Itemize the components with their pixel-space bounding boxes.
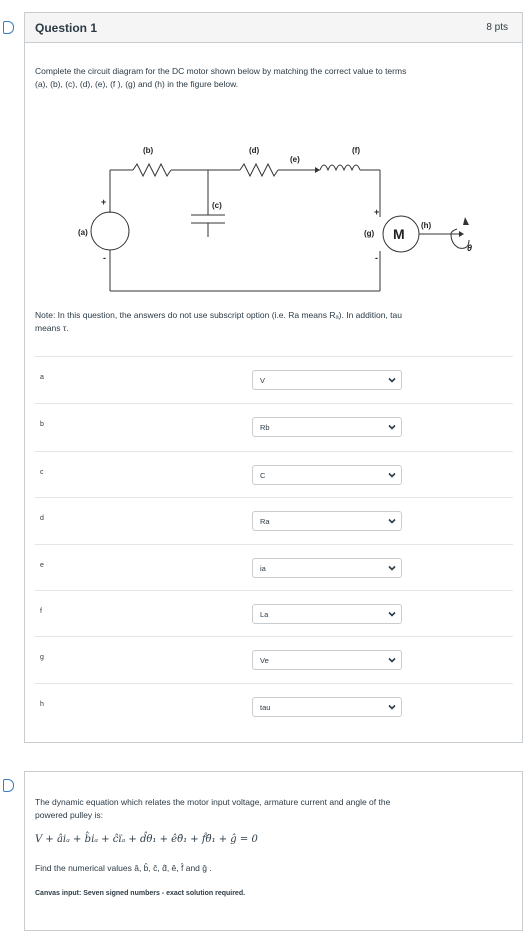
answer-letter: d — [40, 515, 44, 522]
selected-value: tau — [260, 703, 271, 712]
minus-sign: - — [103, 253, 106, 263]
question-header — [25, 13, 522, 43]
selected-value: ia — [260, 564, 266, 573]
motor-plus-sign: + — [374, 207, 380, 217]
chevron-down-icon — [387, 563, 397, 573]
resistor-b — [133, 164, 171, 176]
answer-row-e — [35, 544, 513, 591]
answer-row-h — [35, 683, 513, 730]
answer-select-c[interactable] — [252, 465, 402, 485]
question-2-card — [24, 771, 523, 931]
selected-value: Ve — [260, 656, 269, 665]
answer-select-d[interactable] — [252, 511, 402, 531]
selected-value: V — [260, 376, 266, 385]
selected-value: C — [260, 471, 266, 480]
answer-row-g — [35, 636, 513, 683]
selected-value: Rb — [260, 423, 270, 432]
motor-minus-sign: - — [375, 253, 378, 263]
bookmark-icon[interactable] — [3, 21, 14, 34]
answer-row-a — [35, 356, 513, 403]
label-c: (c) — [212, 201, 222, 210]
motor-label: M — [393, 226, 405, 242]
answer-select-a[interactable] — [252, 370, 402, 390]
answer-row-f — [35, 590, 513, 637]
find-values-text: Find the numerical values â, b̂, ĉ, d̂, ê, f̂ and ĝ . — [35, 863, 212, 873]
label-d: (d) — [249, 146, 260, 155]
label-g: (g) — [364, 229, 375, 238]
dynamic-equation: V + âiₐ + b̂i̇ₐ + ĉïₐ + d̂θ₁ + êθ̇₁ + f̂θ̈₁ + ĝ = 0 — [35, 834, 258, 845]
answer-select-h[interactable] — [252, 697, 402, 717]
label-h: (h) — [421, 221, 432, 230]
chevron-down-icon — [387, 516, 397, 526]
label-b: (b) — [143, 146, 154, 155]
label-f: (f) — [352, 146, 360, 155]
answer-letter: a — [40, 374, 44, 381]
inductor-f — [320, 165, 360, 170]
label-a: (a) — [78, 228, 88, 237]
answer-row-d — [35, 497, 513, 544]
chevron-down-icon — [387, 702, 397, 712]
question-2-text: The dynamic equation which relates the motor input voltage, armature current and angle of the powered pulley is: — [35, 797, 391, 820]
question-points: 8 pts — [486, 22, 508, 33]
circuit-diagram — [65, 125, 485, 295]
answer-select-b[interactable] — [252, 417, 402, 437]
answer-select-e[interactable] — [252, 558, 402, 578]
chevron-down-icon — [387, 470, 397, 480]
question-1-card — [24, 12, 523, 743]
selected-value: La — [260, 610, 269, 619]
answer-row-c — [35, 451, 513, 498]
answer-row-b — [35, 403, 513, 450]
answer-letter: g — [40, 654, 44, 661]
label-e: (e) — [290, 155, 300, 164]
chevron-down-icon — [387, 609, 397, 619]
answer-letter: f — [40, 608, 42, 615]
chevron-down-icon — [387, 422, 397, 432]
bookmark-icon-q2[interactable] — [3, 779, 14, 792]
resistor-d — [240, 164, 278, 176]
plus-sign: + — [101, 197, 107, 207]
chevron-down-icon — [387, 655, 397, 665]
chevron-down-icon — [387, 375, 397, 385]
answer-select-f[interactable] — [252, 604, 402, 624]
question-prompt: Complete the circuit diagram for the DC motor shown below by matching the correct value to terms (a), (b), (c), (d), (e), (f ), (g) and (h) in the figure below. — [35, 66, 407, 89]
answer-letter: c — [40, 469, 44, 476]
question-note: Note: In this question, the answers do not use subscript option (i.e. Ra means Rₐ). In addition, tau means τ. — [35, 310, 402, 333]
voltage-source — [91, 212, 129, 250]
answer-letter: e — [40, 562, 44, 569]
answer-letter: b — [40, 421, 44, 428]
selected-value: Ra — [260, 517, 270, 526]
answer-letter: h — [40, 701, 44, 708]
question-title: Question 1 — [35, 20, 98, 35]
answer-select-g[interactable] — [252, 650, 402, 670]
canvas-input-note: Canvas input: Seven signed numbers - exact solution required. — [35, 890, 246, 897]
theta-label: θ — [467, 243, 473, 253]
